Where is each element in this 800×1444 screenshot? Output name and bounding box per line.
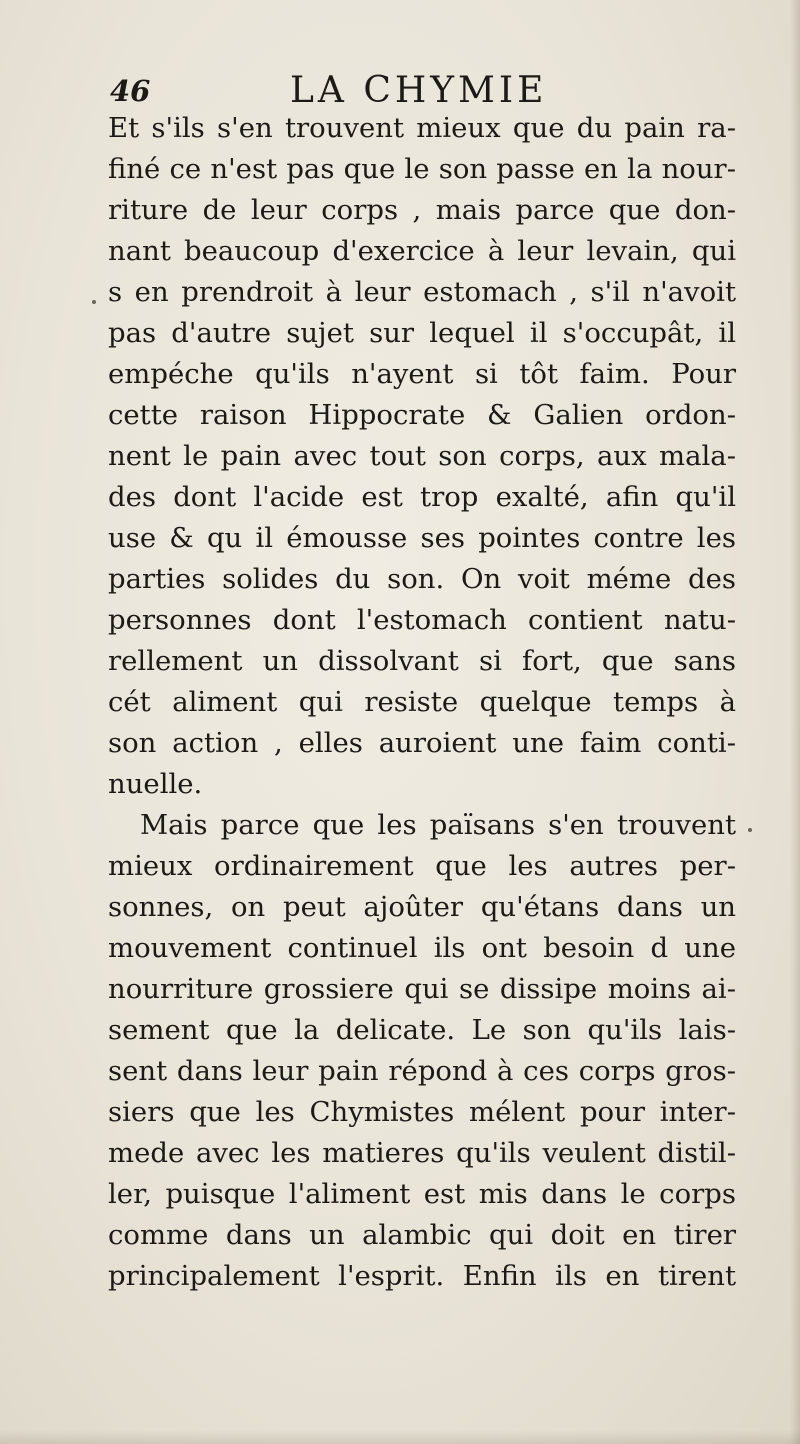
text-line: mede avec les matieres qu'ils veulent distil- xyxy=(108,1137,736,1169)
text-line: s en prendroit à leur estomach , s'il n'avoit xyxy=(108,276,736,308)
text-line: empéche qu'ils n'ayent si tôt faim. Pour xyxy=(108,358,736,390)
text-line: mouvement continuel ils ont besoin d une xyxy=(108,932,736,964)
text-line: riture de leur corps , mais parce que don- xyxy=(108,194,736,226)
text-line: cette raison Hippocrate & Galien ordon- xyxy=(108,399,736,431)
text-line: sement que la delicate. Le son qu'ils lais- xyxy=(108,1014,736,1046)
text-line: Mais parce que les païsans s'en trouvent xyxy=(140,809,736,841)
page-edge-shadow xyxy=(790,0,800,1444)
text-line: rellement un dissolvant si fort, que sans xyxy=(108,645,736,677)
text-line: sent dans leur pain répond à ces corps gros- xyxy=(108,1055,736,1087)
text-line: son action , elles auroient une faim conti- xyxy=(108,727,736,759)
text-line: ler, puisque l'aliment est mis dans le corps xyxy=(108,1178,736,1210)
running-title: LA CHYMIE xyxy=(290,70,548,111)
text-line: comme dans un alambic qui doit en tirer xyxy=(108,1219,736,1251)
text-line: nant beaucoup d'exercice à leur levain, qui xyxy=(108,235,736,267)
text-line: mieux ordinairement que les autres per- xyxy=(108,850,736,882)
body-text xyxy=(108,108,736,1297)
text-line: use & qu il émousse ses pointes contre les xyxy=(108,522,736,554)
text-line: des dont l'acide est trop exalté, afin qu'il xyxy=(108,481,736,513)
page-bottom-shadow xyxy=(0,1430,800,1444)
text-line: pas d'autre sujet sur lequel il s'occupât, il xyxy=(108,317,736,349)
text-line: nourriture grossiere qui se dissipe moins ai- xyxy=(108,973,736,1005)
text-line: Et s'ils s'en trouvent mieux que du pain ra- xyxy=(108,112,736,144)
text-line: finé ce n'est pas que le son passe en la nour- xyxy=(108,153,736,185)
text-line: siers que les Chymistes mélent pour inter- xyxy=(108,1096,736,1128)
ink-speck xyxy=(748,828,752,832)
paragraph-2 xyxy=(108,805,736,1297)
text-line: nuelle. xyxy=(108,768,203,800)
text-line: parties solides du son. On voit méme des xyxy=(108,563,736,595)
text-line: nent le pain avec tout son corps, aux mala- xyxy=(108,440,736,472)
text-line: sonnes, on peut ajoûter qu'étans dans un xyxy=(108,891,736,923)
ink-speck xyxy=(92,300,96,304)
page-number: 46 xyxy=(110,74,151,108)
text-line: principalement l'esprit. Enfin ils en tirent xyxy=(108,1260,736,1292)
text-line: cét aliment qui resiste quelque temps à xyxy=(108,686,736,718)
text-line: personnes dont l'estomach contient natu- xyxy=(108,604,736,636)
paragraph-1 xyxy=(108,108,736,805)
